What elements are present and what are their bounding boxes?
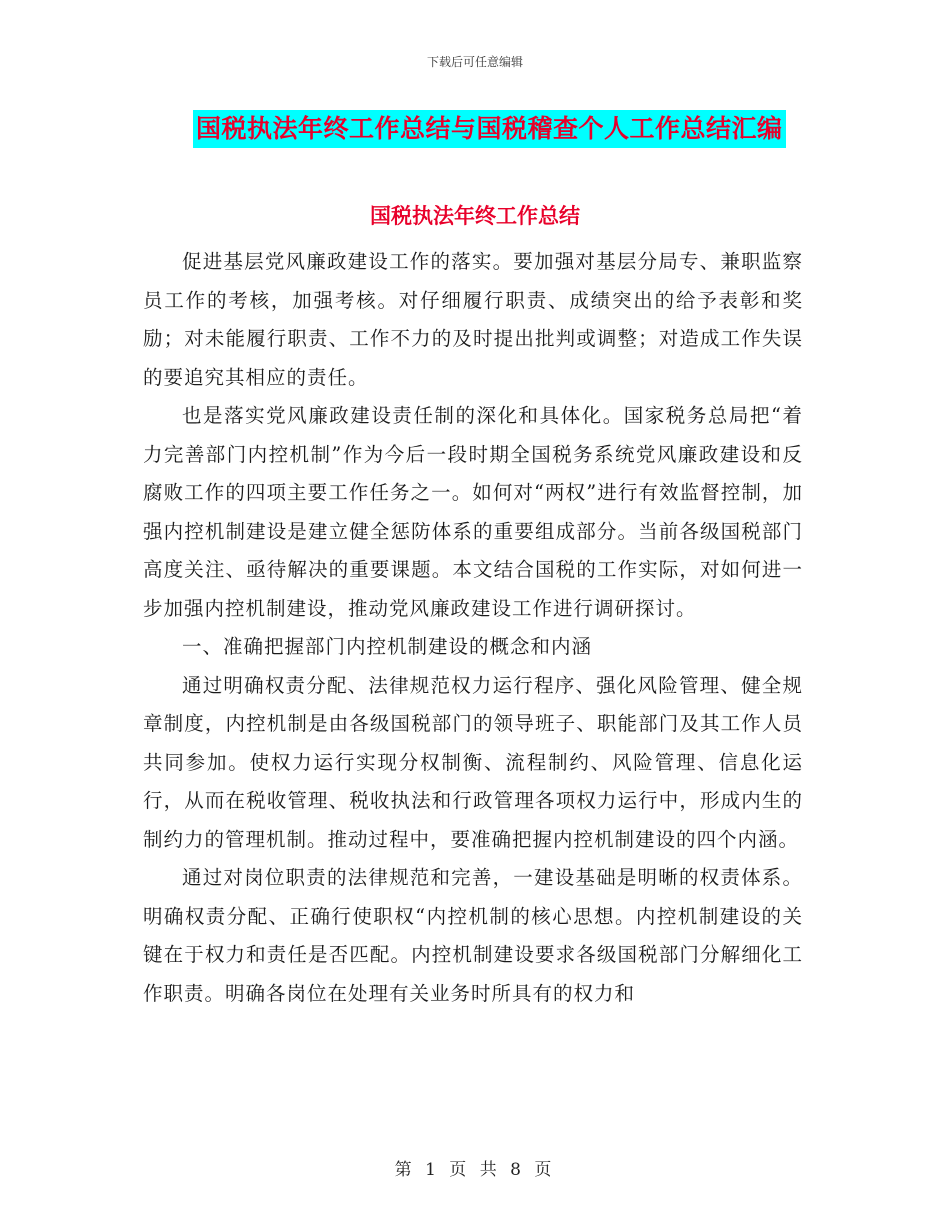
document-body [143,243,803,1013]
paragraph-1: 促进基层党风廉政建设工作的落实。要加强对基层分局专、兼职监察员工作的考核，加强考核。对仔细履行职责、成绩突出的给予表彰和奖励；对未能履行职责、工作不力的及时提出批判或调整；对造成工作失误的要追究其相应的责任。 [143,250,803,389]
paragraph-3: 通过明确权责分配、法律规范权力运行程序、强化风险管理、健全规章制度，内控机制是由各级国税部门的领导班子、职能部门及其工作人员共同参加。使权力运行实现分权制衡、流程制约、风险管理、信息化运行，从而在税收管理、税收执法和行政管理各项权力运行中，形成内生的制约力的管理机制。推动过程中，要准确把握内控机制建设的四个内涵。 [143,673,803,851]
paragraph-2: 也是落实党风廉政建设责任制的深化和具体化。国家税务总局把“着力完善部门内控机制”作为今后一段时期全国税务系统党风廉政建设和反腐败工作的四项主要工作任务之一。如何对“两权”进行有效监督控制，加强内控机制建设是建立健全惩防体系的重要组成部分。当前各级国税部门高度关注、亟待解决的重要课题。本文结合国税的工作实际，对如何进一步加强内控机制建设，推动党风廉政建设工作进行调研探讨。 [143,404,803,620]
page-footer: 第 1 页 共 8 页 [394,1160,556,1180]
section-title: 国税执法年终工作总结 [370,203,580,228]
document-title: 国税执法年终工作总结与国税稽查个人工作总结汇编 [193,110,786,148]
header-note: 下载后可任意编辑 [426,55,523,69]
paragraph-4: 通过对岗位职责的法律规范和完善，一建设基础是明晰的权责体系。明确权责分配、正确行使职权“内控机制的核心思想。内控机制建设的关键在于权力和责任是否匹配。内控机制建设要求各级国税部门分解细化工作职责。明确各岗位在处理有关业务时所具有的权力和 [143,866,803,1005]
paragraph-heading-1: 一、准确把握部门内控机制建设的概念和内涵 [182,635,593,658]
